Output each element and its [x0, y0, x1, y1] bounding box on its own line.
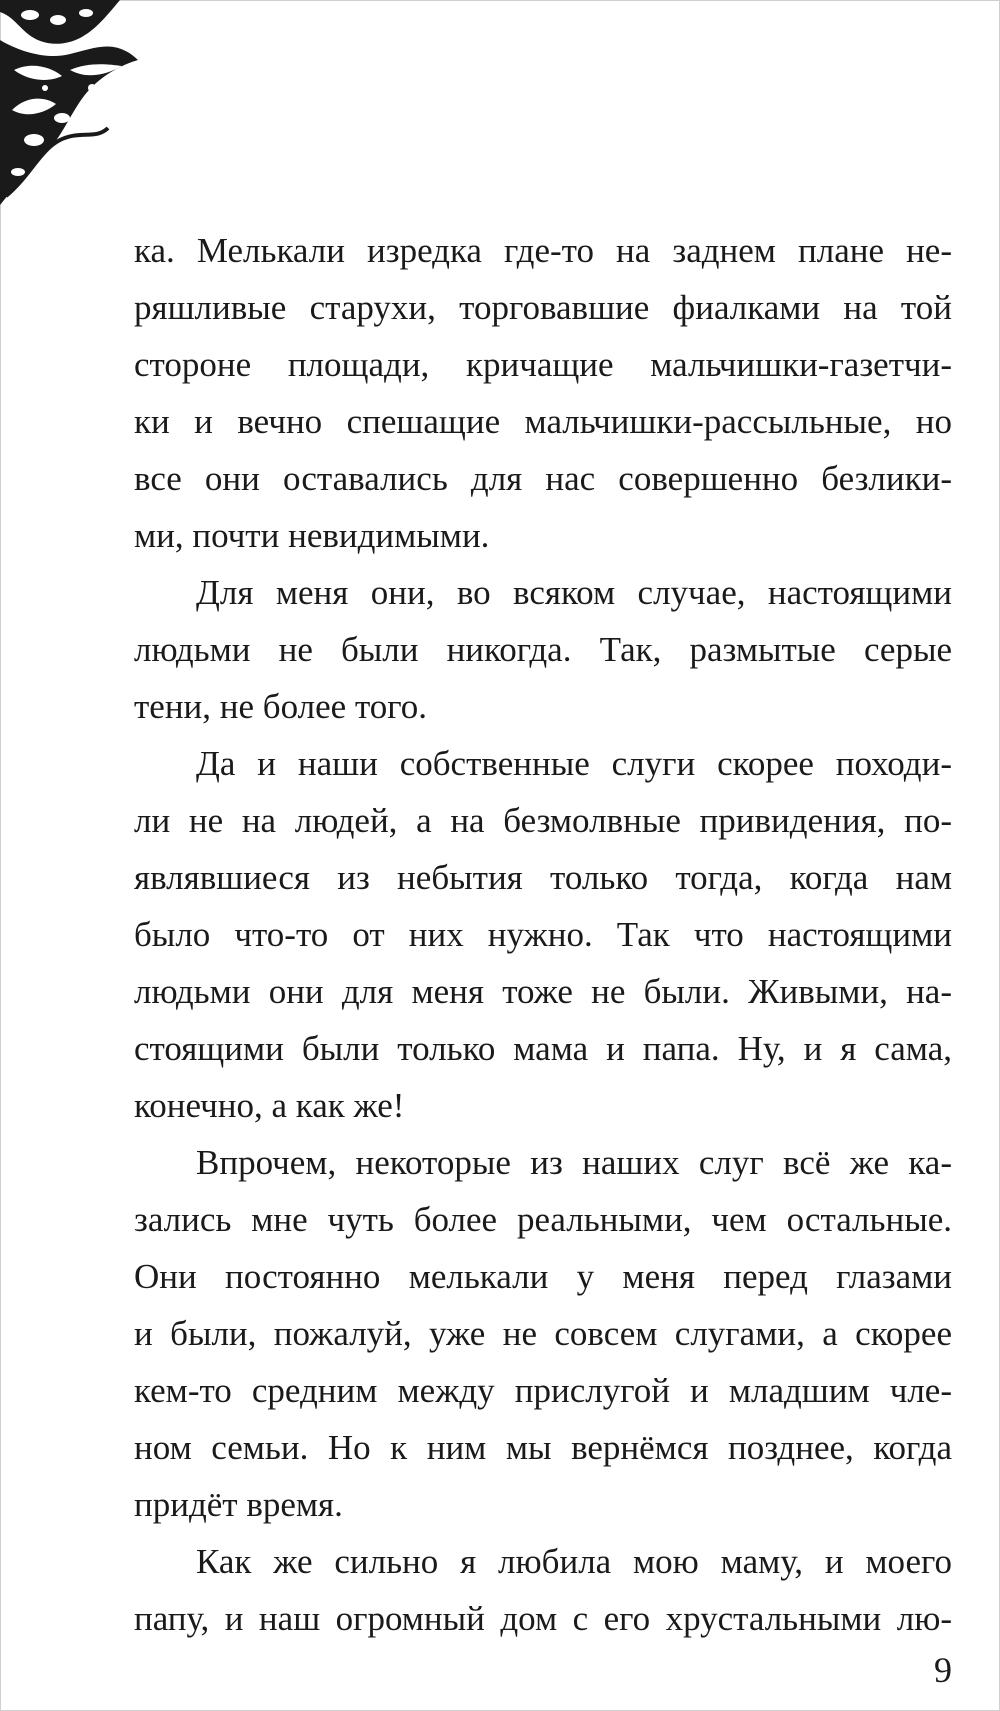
text-line: было что-то от них нужно. Так что настоящими — [134, 915, 952, 954]
paragraph-first-line: Для меня они, во всяком случае, настоящими — [196, 573, 952, 612]
page-number: 9 — [934, 1650, 952, 1690]
text-line: Они постоянно мелькали у меня перед глазами — [134, 1257, 952, 1296]
text-line: тени, не более того. — [134, 687, 428, 726]
text-line: ли не на людей, а на безмолвные привидения, по- — [134, 801, 952, 840]
text-line: людьми они для меня тоже не были. Живыми, на- — [134, 972, 952, 1011]
text-line: зались мне чуть более реальными, чем остальные. — [134, 1200, 952, 1239]
text-line: кем-то средним между прислугой и младшим чле- — [134, 1371, 952, 1410]
text-line: ном семьи. Но к ним мы вернёмся позднее, когда — [134, 1428, 952, 1467]
text-line: папу, и наш огромный дом с его хрустальными лю- — [134, 1599, 952, 1638]
paragraph-first-line: Впрочем, некоторые из наших слуг всё же ка- — [196, 1143, 952, 1182]
text-line: придёт время. — [134, 1485, 343, 1524]
text-line: все они оставались для нас совершенно безлики- — [134, 459, 952, 498]
text-line: являвшиеся из небытия только тогда, когда нам — [134, 858, 952, 897]
paragraph-first-line: Да и наши собственные слуги скорее походи- — [196, 744, 952, 783]
text-line: стороне площади, кричащие мальчишки-газетчи- — [134, 345, 952, 384]
corner-ornament-icon — [0, 0, 145, 210]
text-line: ки и вечно спешащие мальчишки-рассыльные, но — [134, 402, 952, 441]
text-line: ряшливые старухи, торговавшие фиалками на той — [134, 288, 952, 327]
text-line: ми, почти невидимыми. — [134, 516, 490, 555]
paragraph-first-line: Как же сильно я любила мою маму, и моего — [196, 1542, 952, 1581]
text-line: стоящими были только мама и папа. Ну, и я сама, — [134, 1029, 952, 1068]
text-line: людьми не были никогда. Так, размытые серые — [134, 630, 952, 669]
text-line: конечно, а как же! — [134, 1086, 405, 1125]
text-line: ка. Мелькали изредка где-то на заднем плане не- — [134, 231, 952, 270]
text-line: и были, пожалуй, уже не совсем слугами, а скорее — [134, 1314, 952, 1353]
body-text — [134, 222, 952, 1647]
